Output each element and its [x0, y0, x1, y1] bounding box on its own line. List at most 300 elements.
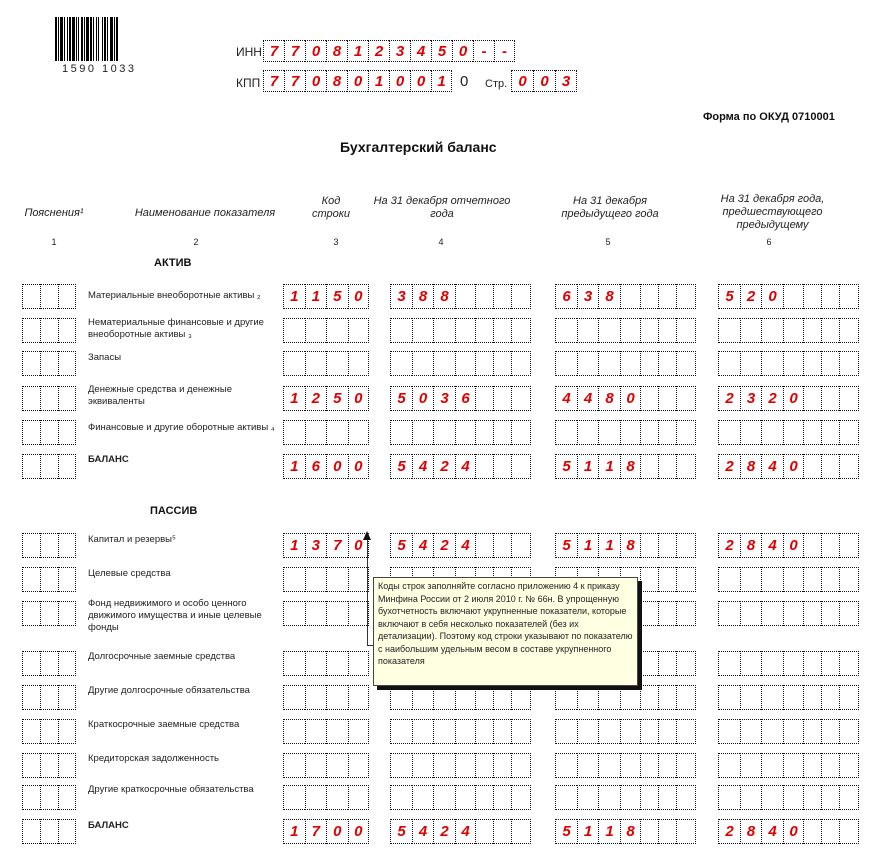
previous-year-value-digit-cell[interactable] — [676, 318, 696, 343]
previous-year-value-digit-cell[interactable] — [577, 420, 598, 445]
inn-digit-cell[interactable]: 3 — [389, 40, 410, 62]
line-code-field[interactable] — [283, 753, 369, 778]
previous-year-value-digit-cell[interactable] — [555, 753, 577, 778]
current-year-value-digit-cell[interactable] — [455, 753, 475, 778]
previous-year-value-digit-cell[interactable] — [620, 785, 640, 810]
year-before-previous-value-field[interactable] — [718, 753, 859, 778]
current-year-value-digit-cell[interactable] — [475, 533, 493, 558]
year-before-previous-value-digit-cell[interactable] — [839, 685, 859, 710]
current-year-value-digit-cell[interactable] — [475, 351, 493, 376]
year-before-previous-value-field[interactable] — [718, 601, 859, 626]
notes-cell[interactable] — [22, 685, 40, 710]
code-digit-cell[interactable]: 0 — [326, 454, 348, 479]
year-before-previous-value-field[interactable] — [718, 685, 859, 710]
year-before-previous-value-digit-cell[interactable] — [839, 386, 859, 411]
previous-year-value-digit-cell[interactable] — [640, 785, 658, 810]
previous-year-value-digit-cell[interactable] — [598, 719, 620, 744]
notes-cell[interactable] — [22, 719, 40, 744]
code-digit-cell[interactable] — [305, 719, 327, 744]
current-year-value-digit-cell[interactable] — [475, 420, 493, 445]
year-before-previous-value-field[interactable] — [718, 651, 859, 676]
current-year-value-digit-cell[interactable] — [511, 454, 531, 479]
current-year-value-digit-cell[interactable] — [493, 386, 511, 411]
year-before-previous-value-digit-cell[interactable] — [761, 685, 783, 710]
code-digit-cell[interactable] — [326, 719, 348, 744]
notes-field[interactable] — [22, 819, 76, 844]
notes-cell[interactable] — [58, 785, 76, 810]
year-before-previous-value-digit-cell[interactable] — [839, 284, 859, 309]
year-before-previous-value-digit-cell[interactable] — [783, 753, 803, 778]
notes-field[interactable] — [22, 386, 76, 411]
notes-cell[interactable] — [58, 719, 76, 744]
year-before-previous-value-digit-cell[interactable] — [761, 567, 783, 592]
previous-year-value-digit-cell[interactable] — [577, 785, 598, 810]
previous-year-value-field[interactable] — [555, 819, 696, 844]
current-year-value-digit-cell[interactable]: 4 — [412, 454, 433, 479]
notes-field[interactable] — [22, 454, 76, 479]
year-before-previous-value-digit-cell[interactable] — [803, 719, 821, 744]
year-before-previous-value-digit-cell[interactable] — [783, 351, 803, 376]
code-digit-cell[interactable] — [283, 567, 305, 592]
previous-year-value-digit-cell[interactable] — [676, 785, 696, 810]
notes-cell[interactable] — [40, 420, 58, 445]
current-year-value-digit-cell[interactable] — [433, 351, 455, 376]
year-before-previous-value-digit-cell[interactable] — [761, 420, 783, 445]
previous-year-value-digit-cell[interactable] — [676, 386, 696, 411]
notes-cell[interactable] — [40, 651, 58, 676]
current-year-value-digit-cell[interactable] — [493, 719, 511, 744]
year-before-previous-value-digit-cell[interactable] — [803, 533, 821, 558]
line-code-field[interactable] — [283, 318, 369, 343]
line-code-field[interactable] — [283, 567, 369, 592]
code-digit-cell[interactable]: 0 — [326, 819, 348, 844]
year-before-previous-value-digit-cell[interactable] — [821, 601, 839, 626]
year-before-previous-value-digit-cell[interactable] — [821, 454, 839, 479]
code-digit-cell[interactable] — [348, 785, 370, 810]
year-before-previous-value-digit-cell[interactable] — [740, 719, 761, 744]
previous-year-value-digit-cell[interactable] — [640, 386, 658, 411]
kpp-digit-cell[interactable]: 0 — [389, 70, 410, 92]
current-year-value-digit-cell[interactable] — [493, 351, 511, 376]
code-digit-cell[interactable]: 1 — [283, 819, 305, 844]
previous-year-value-digit-cell[interactable] — [640, 420, 658, 445]
current-year-value-field[interactable] — [390, 420, 531, 445]
previous-year-value-digit-cell[interactable] — [658, 533, 676, 558]
notes-field[interactable] — [22, 318, 76, 343]
notes-cell[interactable] — [40, 601, 58, 626]
year-before-previous-value-digit-cell[interactable]: 2 — [718, 386, 740, 411]
year-before-previous-value-digit-cell[interactable] — [718, 420, 740, 445]
year-before-previous-value-digit-cell[interactable] — [839, 753, 859, 778]
previous-year-value-digit-cell[interactable] — [640, 753, 658, 778]
year-before-previous-value-digit-cell[interactable] — [740, 420, 761, 445]
current-year-value-digit-cell[interactable] — [493, 284, 511, 309]
notes-field[interactable] — [22, 284, 76, 309]
notes-cell[interactable] — [40, 351, 58, 376]
code-digit-cell[interactable] — [305, 318, 327, 343]
current-year-value-digit-cell[interactable] — [390, 420, 412, 445]
previous-year-value-digit-cell[interactable]: 1 — [577, 533, 598, 558]
previous-year-value-digit-cell[interactable]: 8 — [620, 533, 640, 558]
code-digit-cell[interactable] — [348, 318, 370, 343]
current-year-value-field[interactable] — [390, 819, 531, 844]
previous-year-value-digit-cell[interactable] — [658, 719, 676, 744]
previous-year-value-digit-cell[interactable] — [555, 351, 577, 376]
current-year-value-digit-cell[interactable] — [511, 351, 531, 376]
page-digit-cell[interactable]: 0 — [533, 70, 555, 92]
notes-cell[interactable] — [22, 819, 40, 844]
previous-year-value-digit-cell[interactable] — [658, 318, 676, 343]
current-year-value-digit-cell[interactable] — [511, 318, 531, 343]
previous-year-value-digit-cell[interactable] — [620, 719, 640, 744]
inn-digit-cell[interactable]: 0 — [305, 40, 326, 62]
previous-year-value-digit-cell[interactable] — [640, 533, 658, 558]
year-before-previous-value-digit-cell[interactable] — [740, 753, 761, 778]
previous-year-value-digit-cell[interactable] — [640, 651, 658, 676]
line-code-field[interactable] — [283, 420, 369, 445]
previous-year-value-digit-cell[interactable]: 1 — [598, 533, 620, 558]
code-digit-cell[interactable] — [283, 651, 305, 676]
notes-field[interactable] — [22, 685, 76, 710]
year-before-previous-value-digit-cell[interactable]: 0 — [761, 284, 783, 309]
notes-cell[interactable] — [40, 318, 58, 343]
current-year-value-digit-cell[interactable] — [412, 685, 433, 710]
code-digit-cell[interactable] — [283, 420, 305, 445]
code-digit-cell[interactable]: 2 — [305, 386, 327, 411]
inn-digit-cell[interactable]: 5 — [431, 40, 452, 62]
year-before-previous-value-digit-cell[interactable] — [740, 351, 761, 376]
current-year-value-digit-cell[interactable]: 6 — [455, 386, 475, 411]
year-before-previous-value-field[interactable] — [718, 819, 859, 844]
code-digit-cell[interactable]: 0 — [348, 386, 370, 411]
year-before-previous-value-digit-cell[interactable] — [718, 567, 740, 592]
kpp-digit-cell[interactable]: 0 — [347, 70, 368, 92]
current-year-value-digit-cell[interactable] — [493, 819, 511, 844]
year-before-previous-value-digit-cell[interactable] — [783, 685, 803, 710]
notes-field[interactable] — [22, 533, 76, 558]
previous-year-value-digit-cell[interactable] — [640, 685, 658, 710]
line-code-field[interactable] — [283, 454, 369, 479]
year-before-previous-value-digit-cell[interactable]: 4 — [761, 533, 783, 558]
current-year-value-digit-cell[interactable] — [511, 420, 531, 445]
year-before-previous-value-digit-cell[interactable]: 0 — [783, 819, 803, 844]
current-year-value-digit-cell[interactable] — [511, 753, 531, 778]
current-year-value-digit-cell[interactable] — [493, 785, 511, 810]
previous-year-value-digit-cell[interactable]: 8 — [620, 819, 640, 844]
current-year-value-digit-cell[interactable] — [511, 533, 531, 558]
current-year-value-digit-cell[interactable] — [390, 785, 412, 810]
notes-cell[interactable] — [40, 386, 58, 411]
year-before-previous-value-digit-cell[interactable] — [783, 567, 803, 592]
current-year-value-digit-cell[interactable] — [511, 386, 531, 411]
year-before-previous-value-digit-cell[interactable] — [783, 785, 803, 810]
inn-digit-cell[interactable]: - — [473, 40, 494, 62]
previous-year-value-digit-cell[interactable] — [640, 601, 658, 626]
year-before-previous-value-digit-cell[interactable] — [783, 420, 803, 445]
notes-cell[interactable] — [58, 601, 76, 626]
year-before-previous-value-digit-cell[interactable] — [821, 420, 839, 445]
current-year-value-field[interactable] — [390, 318, 531, 343]
current-year-value-field[interactable] — [390, 719, 531, 744]
previous-year-value-digit-cell[interactable] — [676, 420, 696, 445]
current-year-value-digit-cell[interactable] — [455, 685, 475, 710]
current-year-value-digit-cell[interactable] — [475, 386, 493, 411]
code-digit-cell[interactable]: 7 — [305, 819, 327, 844]
previous-year-value-digit-cell[interactable] — [658, 785, 676, 810]
previous-year-value-digit-cell[interactable]: 1 — [598, 454, 620, 479]
current-year-value-digit-cell[interactable] — [475, 685, 493, 710]
notes-cell[interactable] — [22, 284, 40, 309]
previous-year-value-digit-cell[interactable] — [640, 454, 658, 479]
year-before-previous-value-digit-cell[interactable] — [839, 719, 859, 744]
current-year-value-digit-cell[interactable] — [511, 284, 531, 309]
previous-year-value-digit-cell[interactable] — [620, 753, 640, 778]
current-year-value-digit-cell[interactable]: 5 — [390, 386, 412, 411]
kpp-digit-cell[interactable]: 7 — [263, 70, 284, 92]
code-digit-cell[interactable] — [305, 753, 327, 778]
current-year-value-field[interactable] — [390, 454, 531, 479]
year-before-previous-value-digit-cell[interactable] — [783, 651, 803, 676]
previous-year-value-digit-cell[interactable] — [658, 601, 676, 626]
previous-year-value-digit-cell[interactable]: 5 — [555, 454, 577, 479]
previous-year-value-digit-cell[interactable]: 5 — [555, 533, 577, 558]
previous-year-value-digit-cell[interactable]: 6 — [555, 284, 577, 309]
code-digit-cell[interactable] — [326, 567, 348, 592]
year-before-previous-value-field[interactable] — [718, 351, 859, 376]
previous-year-value-digit-cell[interactable] — [620, 685, 640, 710]
code-digit-cell[interactable]: 1 — [283, 386, 305, 411]
current-year-value-digit-cell[interactable] — [412, 318, 433, 343]
current-year-value-field[interactable] — [390, 386, 531, 411]
inn-digit-cell[interactable]: - — [494, 40, 515, 62]
year-before-previous-value-digit-cell[interactable]: 4 — [761, 819, 783, 844]
current-year-value-digit-cell[interactable] — [511, 719, 531, 744]
current-year-value-digit-cell[interactable] — [433, 685, 455, 710]
code-digit-cell[interactable] — [305, 651, 327, 676]
previous-year-value-digit-cell[interactable] — [620, 284, 640, 309]
notes-cell[interactable] — [22, 753, 40, 778]
code-digit-cell[interactable] — [326, 420, 348, 445]
previous-year-value-digit-cell[interactable] — [598, 318, 620, 343]
current-year-value-digit-cell[interactable] — [433, 318, 455, 343]
code-digit-cell[interactable]: 0 — [348, 819, 370, 844]
previous-year-value-digit-cell[interactable] — [640, 719, 658, 744]
year-before-previous-value-digit-cell[interactable]: 2 — [740, 284, 761, 309]
year-before-previous-value-digit-cell[interactable] — [803, 454, 821, 479]
previous-year-value-field[interactable] — [555, 685, 696, 710]
current-year-value-digit-cell[interactable]: 3 — [433, 386, 455, 411]
year-before-previous-value-digit-cell[interactable]: 5 — [718, 284, 740, 309]
previous-year-value-digit-cell[interactable]: 3 — [577, 284, 598, 309]
previous-year-value-digit-cell[interactable] — [598, 685, 620, 710]
previous-year-value-digit-cell[interactable] — [658, 386, 676, 411]
notes-cell[interactable] — [22, 420, 40, 445]
previous-year-value-digit-cell[interactable] — [658, 685, 676, 710]
year-before-previous-value-digit-cell[interactable] — [803, 601, 821, 626]
year-before-previous-value-digit-cell[interactable]: 0 — [783, 454, 803, 479]
year-before-previous-value-digit-cell[interactable] — [803, 420, 821, 445]
current-year-value-digit-cell[interactable]: 4 — [455, 819, 475, 844]
previous-year-value-digit-cell[interactable]: 8 — [598, 386, 620, 411]
previous-year-value-digit-cell[interactable] — [640, 819, 658, 844]
current-year-value-digit-cell[interactable] — [412, 719, 433, 744]
year-before-previous-value-digit-cell[interactable]: 8 — [740, 533, 761, 558]
previous-year-value-digit-cell[interactable] — [658, 351, 676, 376]
notes-cell[interactable] — [40, 685, 58, 710]
notes-cell[interactable] — [40, 785, 58, 810]
previous-year-value-field[interactable] — [555, 533, 696, 558]
year-before-previous-value-field[interactable] — [718, 785, 859, 810]
notes-field[interactable] — [22, 719, 76, 744]
current-year-value-digit-cell[interactable] — [475, 819, 493, 844]
year-before-previous-value-digit-cell[interactable] — [821, 685, 839, 710]
previous-year-value-digit-cell[interactable]: 1 — [598, 819, 620, 844]
year-before-previous-value-digit-cell[interactable]: 4 — [761, 454, 783, 479]
previous-year-value-digit-cell[interactable] — [577, 719, 598, 744]
notes-cell[interactable] — [58, 533, 76, 558]
previous-year-value-digit-cell[interactable]: 0 — [620, 386, 640, 411]
notes-cell[interactable] — [58, 420, 76, 445]
year-before-previous-value-digit-cell[interactable] — [718, 318, 740, 343]
year-before-previous-value-digit-cell[interactable]: 2 — [718, 819, 740, 844]
previous-year-value-digit-cell[interactable] — [676, 719, 696, 744]
previous-year-value-field[interactable] — [555, 386, 696, 411]
previous-year-value-digit-cell[interactable] — [658, 753, 676, 778]
current-year-value-digit-cell[interactable] — [433, 753, 455, 778]
current-year-value-digit-cell[interactable] — [493, 318, 511, 343]
current-year-value-digit-cell[interactable]: 8 — [412, 284, 433, 309]
previous-year-value-field[interactable] — [555, 284, 696, 309]
year-before-previous-value-digit-cell[interactable] — [718, 719, 740, 744]
current-year-value-digit-cell[interactable] — [412, 753, 433, 778]
notes-field[interactable] — [22, 651, 76, 676]
previous-year-value-digit-cell[interactable] — [658, 819, 676, 844]
year-before-previous-value-digit-cell[interactable] — [718, 651, 740, 676]
code-digit-cell[interactable]: 5 — [326, 386, 348, 411]
year-before-previous-value-digit-cell[interactable] — [783, 601, 803, 626]
current-year-value-digit-cell[interactable]: 5 — [390, 533, 412, 558]
current-year-value-field[interactable] — [390, 785, 531, 810]
code-digit-cell[interactable] — [348, 719, 370, 744]
notes-cell[interactable] — [22, 601, 40, 626]
notes-cell[interactable] — [58, 753, 76, 778]
line-code-field[interactable] — [283, 284, 369, 309]
code-digit-cell[interactable] — [326, 753, 348, 778]
previous-year-value-digit-cell[interactable] — [640, 284, 658, 309]
current-year-value-digit-cell[interactable] — [455, 351, 475, 376]
current-year-value-digit-cell[interactable] — [511, 785, 531, 810]
current-year-value-digit-cell[interactable] — [455, 420, 475, 445]
line-code-field[interactable] — [283, 685, 369, 710]
previous-year-value-digit-cell[interactable] — [676, 533, 696, 558]
current-year-value-digit-cell[interactable] — [475, 454, 493, 479]
year-before-previous-value-digit-cell[interactable] — [718, 785, 740, 810]
year-before-previous-value-digit-cell[interactable] — [839, 567, 859, 592]
current-year-value-digit-cell[interactable]: 4 — [455, 454, 475, 479]
year-before-previous-value-digit-cell[interactable] — [839, 318, 859, 343]
code-digit-cell[interactable]: 6 — [305, 454, 327, 479]
year-before-previous-value-digit-cell[interactable]: 2 — [718, 454, 740, 479]
year-before-previous-value-digit-cell[interactable] — [821, 351, 839, 376]
current-year-value-digit-cell[interactable]: 5 — [390, 454, 412, 479]
year-before-previous-value-digit-cell[interactable] — [803, 753, 821, 778]
previous-year-value-digit-cell[interactable] — [620, 318, 640, 343]
code-digit-cell[interactable] — [326, 685, 348, 710]
notes-cell[interactable] — [58, 351, 76, 376]
inn-digit-cell[interactable]: 1 — [347, 40, 368, 62]
year-before-previous-value-digit-cell[interactable] — [821, 651, 839, 676]
year-before-previous-value-digit-cell[interactable] — [783, 318, 803, 343]
previous-year-value-digit-cell[interactable] — [577, 685, 598, 710]
current-year-value-digit-cell[interactable] — [455, 318, 475, 343]
code-digit-cell[interactable] — [326, 601, 348, 626]
current-year-value-digit-cell[interactable] — [412, 351, 433, 376]
previous-year-value-digit-cell[interactable] — [555, 785, 577, 810]
year-before-previous-value-digit-cell[interactable] — [761, 719, 783, 744]
notes-cell[interactable] — [58, 819, 76, 844]
year-before-previous-value-digit-cell[interactable] — [803, 819, 821, 844]
year-before-previous-value-digit-cell[interactable] — [803, 567, 821, 592]
previous-year-value-digit-cell[interactable] — [640, 351, 658, 376]
code-digit-cell[interactable]: 1 — [283, 533, 305, 558]
notes-cell[interactable] — [40, 454, 58, 479]
year-before-previous-value-digit-cell[interactable]: 0 — [783, 533, 803, 558]
year-before-previous-value-digit-cell[interactable] — [761, 753, 783, 778]
code-digit-cell[interactable] — [283, 719, 305, 744]
current-year-value-digit-cell[interactable]: 4 — [412, 533, 433, 558]
previous-year-value-digit-cell[interactable]: 1 — [577, 454, 598, 479]
year-before-previous-value-field[interactable] — [718, 318, 859, 343]
code-digit-cell[interactable] — [283, 753, 305, 778]
line-code-field[interactable] — [283, 386, 369, 411]
current-year-value-digit-cell[interactable] — [433, 785, 455, 810]
year-before-previous-value-digit-cell[interactable] — [839, 651, 859, 676]
previous-year-value-field[interactable] — [555, 318, 696, 343]
previous-year-value-digit-cell[interactable]: 8 — [598, 284, 620, 309]
notes-cell[interactable] — [40, 753, 58, 778]
previous-year-value-digit-cell[interactable] — [676, 651, 696, 676]
previous-year-value-digit-cell[interactable] — [577, 753, 598, 778]
previous-year-value-digit-cell[interactable]: 8 — [620, 454, 640, 479]
previous-year-value-digit-cell[interactable] — [658, 454, 676, 479]
previous-year-value-digit-cell[interactable] — [577, 318, 598, 343]
year-before-previous-value-field[interactable] — [718, 567, 859, 592]
current-year-value-digit-cell[interactable]: 2 — [433, 819, 455, 844]
year-before-previous-value-digit-cell[interactable] — [761, 785, 783, 810]
previous-year-value-digit-cell[interactable] — [640, 567, 658, 592]
notes-cell[interactable] — [22, 386, 40, 411]
current-year-value-digit-cell[interactable] — [433, 420, 455, 445]
year-before-previous-value-digit-cell[interactable] — [740, 785, 761, 810]
code-digit-cell[interactable] — [283, 318, 305, 343]
previous-year-value-digit-cell[interactable]: 1 — [577, 819, 598, 844]
kpp-digit-cell[interactable]: 0 — [410, 70, 431, 92]
current-year-value-field[interactable] — [390, 284, 531, 309]
previous-year-value-digit-cell[interactable] — [676, 601, 696, 626]
year-before-previous-value-digit-cell[interactable] — [718, 753, 740, 778]
current-year-value-digit-cell[interactable]: 5 — [390, 819, 412, 844]
current-year-value-digit-cell[interactable]: 2 — [433, 454, 455, 479]
year-before-previous-value-digit-cell[interactable] — [783, 284, 803, 309]
code-digit-cell[interactable]: 3 — [305, 533, 327, 558]
line-code-field[interactable] — [283, 533, 369, 558]
year-before-previous-value-digit-cell[interactable] — [821, 318, 839, 343]
year-before-previous-value-digit-cell[interactable]: 3 — [740, 386, 761, 411]
previous-year-value-field[interactable] — [555, 785, 696, 810]
current-year-value-digit-cell[interactable] — [475, 785, 493, 810]
current-year-value-field[interactable] — [390, 533, 531, 558]
year-before-previous-value-field[interactable] — [718, 719, 859, 744]
